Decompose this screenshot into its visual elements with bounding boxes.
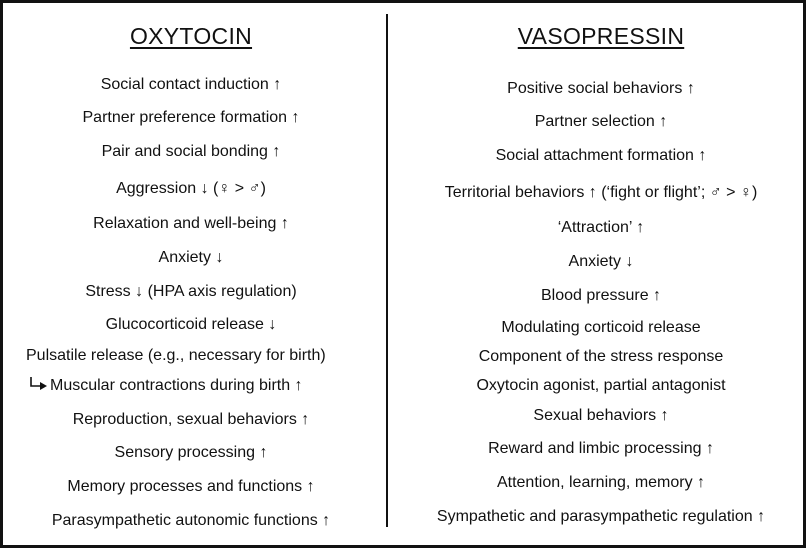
oxytocin-item: Glucocorticoid release ↓ (105, 316, 277, 333)
oxytocin-item: Partner preference formation ↑ (82, 109, 300, 126)
vasopressin-item: Modulating corticoid release (501, 319, 701, 336)
oxytocin-item: Relaxation and well-being ↑ (93, 215, 289, 232)
vasopressin-item: Component of the stress response (478, 348, 724, 365)
vasopressin-item: Sexual behaviors ↑ (533, 407, 669, 424)
oxytocin-title: OXYTOCIN (129, 23, 253, 49)
oxytocin-item: Anxiety ↓ (158, 249, 224, 266)
vasopressin-item: Partner selection ↑ (534, 113, 668, 130)
oxytocin-item: Parasympathetic autonomic functions ↑ (51, 512, 331, 529)
vasopressin-item: ‘Attraction’ ↑ (557, 219, 645, 236)
oxytocin-item: Pulsatile release (e.g., necessary for birth) (26, 347, 326, 364)
vasopressin-item: Anxiety ↓ (568, 253, 634, 270)
vasopressin-item: Territorial behaviors ↑ (‘fight or flight’; ♂ > ♀) (444, 184, 758, 201)
vasopressin-item: Social attachment formation ↑ (495, 147, 707, 164)
oxytocin-item: Social contact induction ↑ (100, 76, 282, 93)
oxytocin-item: Pair and social bonding ↑ (101, 143, 281, 160)
oxytocin-item: Sensory processing ↑ (114, 444, 268, 461)
elbow-arrow-icon (28, 376, 52, 396)
oxytocin-item: Aggression ↓ (♀ > ♂) (116, 180, 266, 197)
vasopressin-item: Oxytocin agonist, partial antagonist (476, 377, 726, 394)
vasopressin-item: Blood pressure ↑ (540, 287, 662, 304)
vasopressin-title: VASOPRESSIN (517, 23, 685, 49)
vasopressin-item: Reward and limbic processing ↑ (488, 440, 714, 457)
vasopressin-item: Positive social behaviors ↑ (507, 80, 695, 97)
vasopressin-item: Attention, learning, memory ↑ (496, 474, 706, 491)
oxytocin-item: Reproduction, sexual behaviors ↑ (72, 411, 310, 428)
oxytocin-item: Stress ↓ (HPA axis regulation) (85, 283, 297, 300)
vasopressin-item: Sympathetic and parasympathetic regulation ↑ (436, 508, 766, 525)
oxytocin-sub-item-row (50, 376, 303, 396)
oxytocin-item: Muscular contractions during birth ↑ (50, 377, 303, 394)
oxytocin-item: Memory processes and functions ↑ (67, 478, 315, 495)
column-divider (386, 14, 388, 527)
